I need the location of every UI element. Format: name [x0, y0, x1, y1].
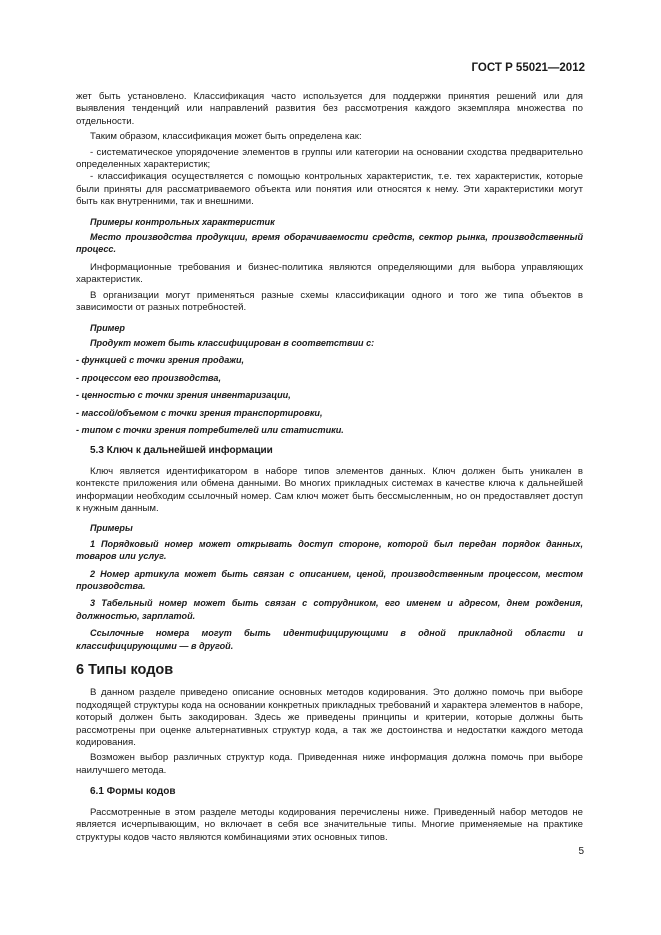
list-item: - классификация осуществляется с помощью контрольных характеристик, т.е. тех характеристик, которые были приняты для рассматриваемого объекта или понятия или относятся к нему. Эти характеристики могут быть как внутренними, так и внешними.: [76, 171, 583, 208]
example-list-item: 1 Порядковый номер может открывать доступ стороне, которой был передан порядок данных, товаров или услуг.: [76, 538, 583, 562]
paragraph: В данном разделе приведено описание основных методов кодирования. Это должно помочь при выборе подходящей структуры кода на основании конкретных прикладных требований и характера элементов в наборе, который должен быть закодирован. Здесь же приведены принципы и критерии, которые должны быть рассмотрены при оценке альтернативных структур кода, а так же достоинства и недостатки каждого метода кодирования.: [76, 687, 583, 749]
page-content: [76, 91, 583, 847]
paragraph: Ключ является идентификатором в наборе типов элементов данных. Ключ должен быть уникален в контексте приложения или обмена данными. Во многих прикладных системах в качестве ключа к дальнейшей информации необходим ссылочный номер. Сам ключ может быть бессмысленным, но он предоставляет доступ к нужным данным.: [76, 465, 583, 514]
example-list-item: Ссылочные номера могут быть идентифицирующими в одной прикладной области и классифицирующими — в другой.: [76, 628, 583, 651]
paragraph: Возможен выбор различных структур кода. Приведенная ниже информация должна помочь при выборе наилучшего метода.: [76, 752, 583, 776]
paragraph: В организации могут применяться разные схемы классификации одного и того же типа объектов в зависимости от разных потребностей.: [76, 289, 583, 314]
example-title: Примеры: [90, 523, 133, 534]
subsection-heading: 5.3 Ключ к дальнейшей информации: [90, 445, 273, 457]
paragraph: жет быть установлено. Классификация часто используется для поддержки принятия решений или для выявления тенденций или направлений развития без рассмотрения каждого экземпляра множества по отдельности.: [76, 91, 583, 127]
example-title: Пример: [90, 322, 125, 333]
paragraph: Информационные требования и бизнес-политика являются определяющими для выбора управляющих характеристик.: [76, 261, 583, 286]
example-list-item: - процессом его производства,: [76, 372, 222, 383]
paragraph: Рассмотренные в этом разделе методы кодирования перечислены ниже. Приведенный набор методов не является исчерпывающим, но включает в себя все значительные типы. Многие применяемые на практике структуры кодов часто являются комбинациями этих основных типов.: [76, 806, 583, 843]
page-number: 5: [578, 846, 584, 857]
example-lead: Продукт может быть классифицирован в соответствии с:: [90, 337, 375, 348]
example-list-item: 2 Номер артикула может быть связан с описанием, ценой, производственным процессом, местом производства.: [76, 568, 583, 591]
example-text: Место производства продукции, время оборачиваемости средств, сектор рынка, производственный процесс.: [76, 232, 583, 255]
section-heading: 6 Типы кодов: [76, 662, 174, 679]
paragraph: Таким образом, классификация может быть определена как:: [90, 131, 362, 143]
example-list-item: - типом с точки зрения потребителей или статистики.: [76, 424, 344, 435]
example-list-item: - ценностью с точки зрения инвентаризации,: [76, 390, 291, 401]
example-list-item: - функцией с точки зрения продажи,: [76, 355, 245, 366]
document-id: ГОСТ Р 55021—2012: [471, 62, 585, 74]
example-list-item: - массой/объемом с точки зрения транспортировки,: [76, 407, 323, 418]
subsection-heading: 6.1 Формы кодов: [90, 786, 176, 798]
example-title: Примеры контрольных характеристик: [90, 216, 275, 227]
list-item: - систематическое упорядочение элементов в группы или категории на основании сходства предварительно определенных характеристик;: [76, 146, 583, 171]
example-list-item: 3 Табельный номер может быть связан с сотрудником, его именем и адресом, днем рождения, должностью, зарплатой.: [76, 598, 583, 621]
